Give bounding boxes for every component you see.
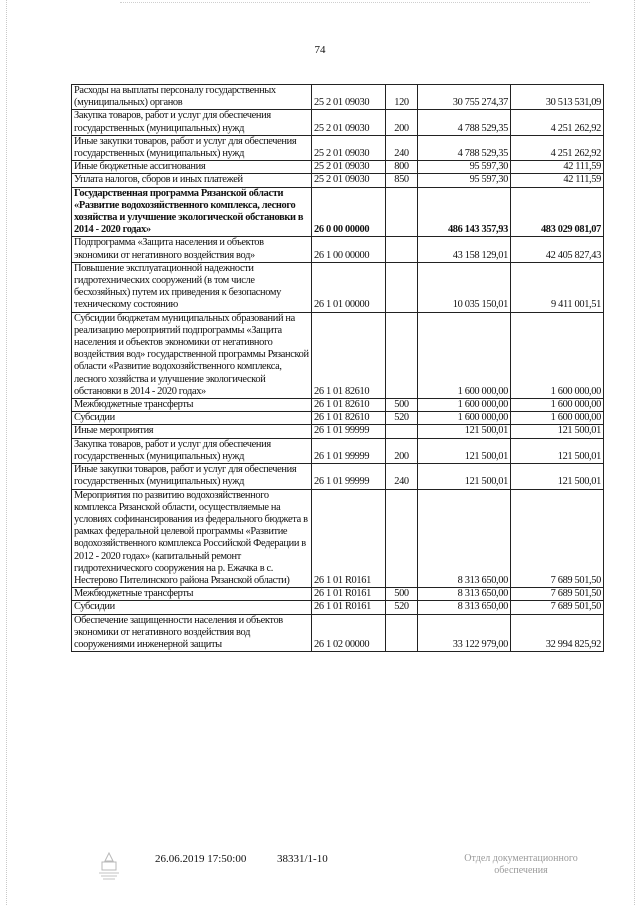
expense-name-cell: Субсидии бюджетам муниципальных образований на реализацию мероприятий подпрограммы «Защита населения и объектов экономики от негативного воздействия вод» государственной программы Рязанской области «Развитие водохозяйственного комплекса, лесного хозяйства и улучшение экологической обстановки в 2014 - 2020 годах» — [72, 312, 312, 398]
amount-year2-cell: 1 600 000,00 — [511, 312, 604, 398]
expense-type-cell — [386, 425, 418, 438]
amount-year2-cell: 121 500,01 — [511, 438, 604, 463]
amount-year2-cell: 7 689 501,50 — [511, 489, 604, 588]
amount-year1-cell: 8 313 650,00 — [418, 588, 511, 601]
table-row — [72, 588, 604, 601]
table-row — [72, 489, 604, 588]
amount-year1-cell: 95 597,30 — [418, 161, 511, 174]
amount-year2-cell: 121 500,01 — [511, 425, 604, 438]
expense-type-cell: 240 — [386, 135, 418, 160]
expense-type-cell: 500 — [386, 588, 418, 601]
table-row — [72, 614, 604, 652]
expense-name-cell: Закупка товаров, работ и услуг для обеспечения государственных (муниципальных) нужд — [72, 438, 312, 463]
expense-name-cell: Межбюджетные трансферты — [72, 588, 312, 601]
target-article-cell: 25 2 01 09030 — [312, 135, 386, 160]
expense-type-cell: 850 — [386, 174, 418, 187]
amount-year1-cell: 1 600 000,00 — [418, 399, 511, 412]
expense-name-cell: Субсидии — [72, 601, 312, 614]
target-article-cell: 26 1 01 99999 — [312, 464, 386, 489]
target-article-cell: 25 2 01 09030 — [312, 174, 386, 187]
target-article-cell: 26 1 02 00000 — [312, 614, 386, 652]
table-row — [72, 438, 604, 463]
page-number: 74 — [314, 44, 326, 56]
amount-year1-cell: 43 158 129,01 — [418, 237, 511, 262]
table-row — [72, 399, 604, 412]
emblem-icon — [96, 851, 122, 881]
amount-year2-cell: 42 111,59 — [511, 174, 604, 187]
target-article-cell: 25 2 01 09030 — [312, 85, 386, 110]
table-row — [72, 85, 604, 110]
amount-year2-cell: 7 689 501,50 — [511, 601, 604, 614]
footer-date: 26.06.2019 17:50:00 — [155, 853, 247, 865]
amount-year2-cell: 42 405 827,43 — [511, 237, 604, 262]
amount-year1-cell: 121 500,01 — [418, 438, 511, 463]
target-article-cell: 26 1 01 82610 — [312, 399, 386, 412]
table-row — [72, 174, 604, 187]
amount-year2-cell: 7 689 501,50 — [511, 588, 604, 601]
amount-year2-cell: 32 994 825,92 — [511, 614, 604, 652]
expense-type-cell: 200 — [386, 438, 418, 463]
table-row — [72, 110, 604, 135]
target-article-cell: 26 1 01 R0161 — [312, 601, 386, 614]
expense-name-cell: Межбюджетные трансферты — [72, 399, 312, 412]
budget-table — [71, 84, 604, 652]
expense-type-cell: 240 — [386, 464, 418, 489]
expense-name-cell: Подпрограмма «Защита населения и объектов экономики от негативного воздействия вод» — [72, 237, 312, 262]
scan-artifact-top — [120, 2, 590, 4]
amount-year2-cell: 1 600 000,00 — [511, 412, 604, 425]
target-article-cell: 26 1 01 99999 — [312, 438, 386, 463]
amount-year2-cell: 30 513 531,09 — [511, 85, 604, 110]
target-article-cell: 25 2 01 09030 — [312, 161, 386, 174]
amount-year1-cell: 486 143 357,93 — [418, 187, 511, 237]
scan-artifact-left — [6, 0, 8, 905]
target-article-cell: 25 2 01 09030 — [312, 110, 386, 135]
amount-year1-cell: 8 313 650,00 — [418, 489, 511, 588]
amount-year2-cell: 121 500,01 — [511, 464, 604, 489]
expense-name-cell: Субсидии — [72, 412, 312, 425]
table-row — [72, 425, 604, 438]
target-article-cell: 26 1 00 00000 — [312, 237, 386, 262]
target-article-cell: 26 0 00 00000 — [312, 187, 386, 237]
amount-year1-cell: 95 597,30 — [418, 174, 511, 187]
expense-name-cell: Обеспечение защищенности населения и объектов экономики от негативного воздействия вод сооружениями инженерной защиты — [72, 614, 312, 652]
table-row — [72, 187, 604, 237]
amount-year2-cell: 1 600 000,00 — [511, 399, 604, 412]
amount-year1-cell: 121 500,01 — [418, 425, 511, 438]
amount-year1-cell: 1 600 000,00 — [418, 412, 511, 425]
amount-year2-cell: 9 411 001,51 — [511, 262, 604, 312]
table-row — [72, 412, 604, 425]
amount-year2-cell: 4 251 262,92 — [511, 110, 604, 135]
amount-year1-cell: 8 313 650,00 — [418, 601, 511, 614]
expense-name-cell: Повышение эксплуатационной надежности гидротехнических сооружений (в том числе бесхозяйных) путем их приведения к безопасному техническому состоянию — [72, 262, 312, 312]
page-footer — [0, 851, 640, 891]
table-row — [72, 601, 604, 614]
amount-year1-cell: 33 122 979,00 — [418, 614, 511, 652]
expense-type-cell: 520 — [386, 601, 418, 614]
expense-type-cell — [386, 262, 418, 312]
expense-type-cell: 200 — [386, 110, 418, 135]
expense-type-cell — [386, 614, 418, 652]
expense-name-cell: Иные закупки товаров, работ и услуг для обеспечения государственных (муниципальных) нужд — [72, 464, 312, 489]
amount-year2-cell: 4 251 262,92 — [511, 135, 604, 160]
target-article-cell: 26 1 01 R0161 — [312, 588, 386, 601]
table-row — [72, 135, 604, 160]
expense-type-cell — [386, 237, 418, 262]
expense-name-cell: Иные закупки товаров, работ и услуг для обеспечения государственных (муниципальных) нужд — [72, 135, 312, 160]
table-row — [72, 464, 604, 489]
expense-name-cell: Уплата налогов, сборов и иных платежей — [72, 174, 312, 187]
expense-type-cell: 800 — [386, 161, 418, 174]
expense-type-cell: 120 — [386, 85, 418, 110]
expense-type-cell — [386, 312, 418, 398]
scan-artifact-right — [634, 0, 636, 905]
footer-department-note: Отдел документационного обеспечения — [464, 853, 578, 876]
expense-name-cell: Закупка товаров, работ и услуг для обеспечения государственных (муниципальных) нужд — [72, 110, 312, 135]
target-article-cell: 26 1 01 82610 — [312, 312, 386, 398]
amount-year1-cell: 4 788 529,35 — [418, 110, 511, 135]
target-article-cell: 26 1 01 R0161 — [312, 489, 386, 588]
expense-type-cell — [386, 187, 418, 237]
table-row — [72, 237, 604, 262]
amount-year1-cell: 1 600 000,00 — [418, 312, 511, 398]
amount-year1-cell: 10 035 150,01 — [418, 262, 511, 312]
expense-name-cell: Расходы на выплаты персоналу государственных (муниципальных) органов — [72, 85, 312, 110]
budget-table-body — [72, 85, 604, 652]
expense-type-cell — [386, 489, 418, 588]
table-row — [72, 262, 604, 312]
amount-year1-cell: 4 788 529,35 — [418, 135, 511, 160]
target-article-cell: 26 1 01 82610 — [312, 412, 386, 425]
expense-name-cell: Государственная программа Рязанской области «Развитие водохозяйственного комплекса, лесного хозяйства и улучшение экологической обстановки в 2014 - 2020 годах» — [72, 187, 312, 237]
target-article-cell: 26 1 01 99999 — [312, 425, 386, 438]
amount-year2-cell: 483 029 081,07 — [511, 187, 604, 237]
table-row — [72, 312, 604, 398]
expense-name-cell: Иные мероприятия — [72, 425, 312, 438]
amount-year1-cell: 30 755 274,37 — [418, 85, 511, 110]
footer-doc-number: 38331/1-10 — [277, 853, 328, 865]
expense-name-cell: Иные бюджетные ассигнования — [72, 161, 312, 174]
target-article-cell: 26 1 01 00000 — [312, 262, 386, 312]
expense-name-cell: Мероприятия по развитию водохозяйственного комплекса Рязанской области, осуществляемые на условиях софинансирования из федерального бюджета в рамках федеральной целевой программы «Развитие водохозяйственного комплекса Российской Федерации в 2012 - 2020 годах» (капитальный ремонт гидротехнического сооружения на р. Ежачка в с. Нестерово Пителинского района Рязанской области) — [72, 489, 312, 588]
expense-type-cell: 520 — [386, 412, 418, 425]
expense-type-cell: 500 — [386, 399, 418, 412]
amount-year1-cell: 121 500,01 — [418, 464, 511, 489]
amount-year2-cell: 42 111,59 — [511, 161, 604, 174]
table-row — [72, 161, 604, 174]
